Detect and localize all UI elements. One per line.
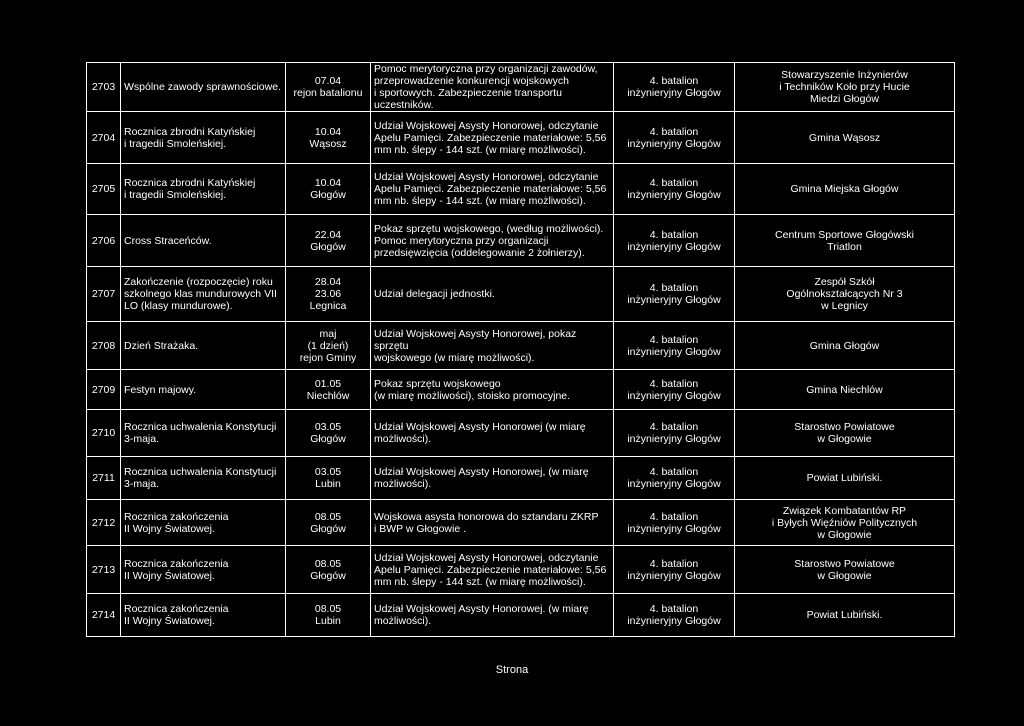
row-number: 2708	[87, 322, 121, 369]
table-row	[87, 63, 955, 112]
table-row	[87, 215, 955, 267]
row-number: 2703	[87, 63, 121, 111]
row-number: 2711	[87, 457, 121, 499]
event-description: Udział Wojskowej Asysty Honorowej. (w miarę możliwości).	[371, 594, 614, 636]
event-date-place: 03.05 Głogów	[286, 410, 371, 456]
event-description: Udział Wojskowej Asysty Honorowej, pokaz sprzętu wojskowego (w miarę możliwości).	[371, 322, 614, 369]
event-name: Rocznica zbrodni Katyńskiej i tragedii Smoleńskiej.	[121, 164, 286, 214]
row-number: 2710	[87, 410, 121, 456]
event-description: Pokaz sprzętu wojskowego, (według możliwości). Pomoc merytoryczna przy organizacji przedsięwzięcia (oddelegowanie 2 żołnierzy).	[371, 215, 614, 266]
organizer: Gmina Głogów	[735, 322, 955, 369]
event-date-place: 07.04 rejon batalionu	[286, 63, 371, 111]
event-description: Udział delegacji jednostki.	[371, 267, 614, 321]
event-name: Wspólne zawody sprawnościowe.	[121, 63, 286, 111]
table-row	[87, 546, 955, 594]
organizer: Stowarzyszenie Inżynierów i Techników Koło przy Hucie Miedzi Głogów	[735, 63, 955, 111]
responsible-unit: 4. batalion inżynieryjny Głogów	[614, 457, 735, 499]
row-number: 2705	[87, 164, 121, 214]
responsible-unit: 4. batalion inżynieryjny Głogów	[614, 546, 735, 593]
responsible-unit: 4. batalion inżynieryjny Głogów	[614, 370, 735, 409]
event-name: Rocznica zakończenia II Wojny Światowej.	[121, 500, 286, 545]
table-row	[87, 164, 955, 215]
event-name: Rocznica uchwalenia Konstytucji 3-maja.	[121, 410, 286, 456]
responsible-unit: 4. batalion inżynieryjny Głogów	[614, 267, 735, 321]
table-row	[87, 410, 955, 457]
table-row	[87, 500, 955, 546]
organizer: Starostwo Powiatowe w Głogowie	[735, 410, 955, 456]
event-description: Pokaz sprzętu wojskowego (w miarę możliwości), stoisko promocyjne.	[371, 370, 614, 409]
event-date-place: 08.05 Głogów	[286, 500, 371, 545]
event-description: Udział Wojskowej Asysty Honorowej, (w miarę możliwości).	[371, 457, 614, 499]
event-description: Udział Wojskowej Asysty Honorowej, odczytanie Apelu Pamięci. Zabezpieczenie materiałowe: 5,56 mm nb. ślepy - 144 szt. (w miarę możliwości).	[371, 164, 614, 214]
organizer: Gmina Niechlów	[735, 370, 955, 409]
row-number: 2714	[87, 594, 121, 636]
event-name: Cross Straceńców.	[121, 215, 286, 266]
events-table	[86, 62, 955, 637]
table-row	[87, 594, 955, 637]
row-number: 2707	[87, 267, 121, 321]
table-row	[87, 112, 955, 164]
organizer: Związek Kombatantów RP i Byłych Więźniów Politycznych w Głogowie	[735, 500, 955, 545]
event-name: Rocznica zakończenia II Wojny Światowej.	[121, 594, 286, 636]
event-description: Udział Wojskowej Asysty Honorowej (w miarę możliwości).	[371, 410, 614, 456]
event-date-place: 10.04 Wąsosz	[286, 112, 371, 163]
event-name: Rocznica uchwalenia Konstytucji 3-maja.	[121, 457, 286, 499]
page-footer-label: Strona	[495, 664, 529, 676]
organizer: Centrum Sportowe Głogówski Triatlon	[735, 215, 955, 266]
event-date-place: 10.04 Głogów	[286, 164, 371, 214]
event-date-place: 01.05 Niechlów	[286, 370, 371, 409]
responsible-unit: 4. batalion inżynieryjny Głogów	[614, 594, 735, 636]
table-row	[87, 457, 955, 500]
event-description: Udział Wojskowej Asysty Honorowej, odczytanie Apelu Pamięci. Zabezpieczenie materiałowe: 5,56 mm nb. ślepy - 144 szt. (w miarę możliwości).	[371, 112, 614, 163]
responsible-unit: 4. batalion inżynieryjny Głogów	[614, 63, 735, 111]
row-number: 2712	[87, 500, 121, 545]
organizer: Powiat Lubiński.	[735, 457, 955, 499]
event-name: Zakończenie (rozpoczęcie) roku szkolnego klas mundurowych VII LO (klasy mundurowe).	[121, 267, 286, 321]
event-date-place: 22.04 Głogów	[286, 215, 371, 266]
responsible-unit: 4. batalion inżynieryjny Głogów	[614, 322, 735, 369]
event-date-place: maj (1 dzień) rejon Gminy	[286, 322, 371, 369]
event-date-place: 08.05 Głogów	[286, 546, 371, 593]
table-row	[87, 370, 955, 410]
event-description: Pomoc merytoryczna przy organizacji zawodów, przeprowadzenie konkurencji wojskowych i sportowych. Zabezpieczenie transportu uczestników.	[371, 63, 614, 111]
organizer: Gmina Miejska Głogów	[735, 164, 955, 214]
row-number: 2706	[87, 215, 121, 266]
event-name: Rocznica zbrodni Katyńskiej i tragedii Smoleńskiej.	[121, 112, 286, 163]
organizer: Starostwo Powiatowe w Głogowie	[735, 546, 955, 593]
responsible-unit: 4. batalion inżynieryjny Głogów	[614, 164, 735, 214]
responsible-unit: 4. batalion inżynieryjny Głogów	[614, 410, 735, 456]
row-number: 2709	[87, 370, 121, 409]
table-row	[87, 322, 955, 370]
table-row	[87, 267, 955, 322]
responsible-unit: 4. batalion inżynieryjny Głogów	[614, 112, 735, 163]
responsible-unit: 4. batalion inżynieryjny Głogów	[614, 500, 735, 545]
row-number: 2704	[87, 112, 121, 163]
organizer: Powiat Lubiński.	[735, 594, 955, 636]
event-name: Rocznica zakończenia II Wojny Światowej.	[121, 546, 286, 593]
event-name: Festyn majowy.	[121, 370, 286, 409]
event-date-place: 03.05 Lubin	[286, 457, 371, 499]
organizer: Zespół Szkół Ogólnokształcących Nr 3 w Legnicy	[735, 267, 955, 321]
event-date-place: 28.04 23.06 Legnica	[286, 267, 371, 321]
row-number: 2713	[87, 546, 121, 593]
organizer: Gmina Wąsosz	[735, 112, 955, 163]
event-date-place: 08.05 Lubin	[286, 594, 371, 636]
event-description: Udział Wojskowej Asysty Honorowej, odczytanie Apelu Pamięci. Zabezpieczenie materiałowe: 5,56 mm nb. ślepy - 144 szt. (w miarę możliwości).	[371, 546, 614, 593]
responsible-unit: 4. batalion inżynieryjny Głogów	[614, 215, 735, 266]
event-description: Wojskowa asysta honorowa do sztandaru ZKRP i BWP w Głogowie .	[371, 500, 614, 545]
event-name: Dzień Strażaka.	[121, 322, 286, 369]
